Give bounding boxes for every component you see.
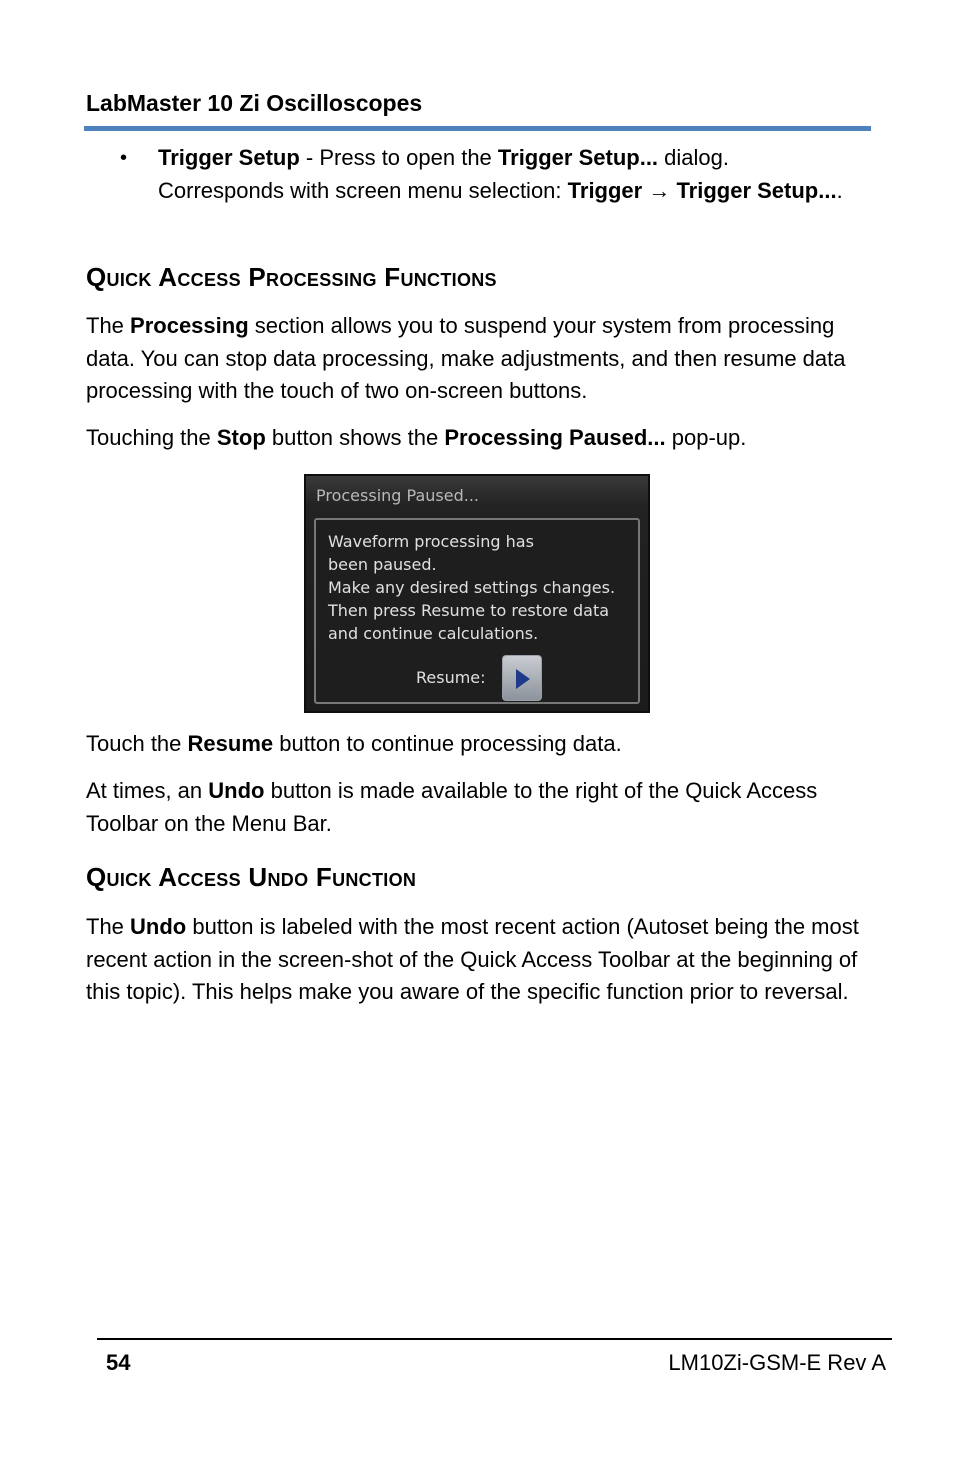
- text: Touching the: [86, 425, 217, 450]
- text: pop-up.: [665, 425, 747, 450]
- resume-button[interactable]: [502, 655, 542, 701]
- footer-rule: [97, 1338, 892, 1340]
- bullet-menu-path: Trigger → Trigger Setup...: [567, 177, 837, 203]
- paragraph-resume: [86, 728, 876, 761]
- bullet-dialog-name: Trigger Setup...: [497, 145, 659, 170]
- bold-term: Undo: [208, 778, 265, 803]
- text: button is made available to the right of the Quick Access Toolbar on the Menu Bar.: [86, 778, 818, 836]
- bullet-symbol: •: [120, 147, 128, 169]
- dialog-content-panel: [314, 518, 640, 704]
- text: The: [86, 914, 131, 939]
- play-arrow-icon: [514, 668, 532, 690]
- text: button is labeled with the most recent action (Autoset being the most recent action in the screen-shot of the Quick Access Toolbar at the beginning of this topic). This helps make you aware of the specific function prior to reversal.: [86, 914, 859, 1004]
- processing-paused-dialog: [304, 474, 650, 713]
- bullet-text: .: [836, 177, 843, 203]
- dialog-title: Processing Paused...: [316, 486, 479, 505]
- bullet-text: - Press to open the: [299, 145, 498, 170]
- page-number: 54: [106, 1350, 131, 1375]
- text: button to continue processing data.: [273, 731, 622, 756]
- text: Touch the: [86, 731, 188, 756]
- paragraph-processing-intro: [86, 310, 876, 408]
- document-id: LM10Zi-GSM-E Rev A: [668, 1350, 886, 1375]
- bullet-text: dialog. Corresponds with screen menu selection:: [158, 145, 729, 203]
- resume-label: Resume:: [416, 668, 486, 687]
- bold-term: Stop: [216, 425, 266, 450]
- text: The: [86, 313, 131, 338]
- bold-term: Resume: [187, 731, 274, 756]
- bullet-item-trigger-setup: [158, 142, 848, 207]
- text: button shows the: [265, 425, 445, 450]
- dialog-message: Waveform processing has been paused. Make any desired settings changes. Then press Resume to restore data and continue calculations.: [328, 532, 616, 643]
- bold-term: Processing: [130, 313, 249, 338]
- bold-term: Processing Paused...: [444, 425, 666, 450]
- text: section allows you to suspend your system from processing data. You can stop data processing, make adjustments, and then resume data processing with the touch of two on-screen buttons.: [86, 313, 846, 403]
- bullet-term: Trigger Setup: [158, 145, 300, 170]
- section-heading-undo: Quick Access Undo Function: [86, 862, 417, 892]
- paragraph-stop-button: [86, 422, 876, 455]
- text: At times, an: [86, 778, 209, 803]
- paragraph-undo-description: [86, 911, 876, 1009]
- paragraph-undo-availability: [86, 775, 876, 840]
- section-heading-processing: Quick Access Processing Functions: [86, 262, 497, 292]
- running-header: LabMaster 10 Zi Oscilloscopes: [86, 90, 423, 116]
- header-rule: [84, 126, 871, 131]
- bold-term: Undo: [130, 914, 187, 939]
